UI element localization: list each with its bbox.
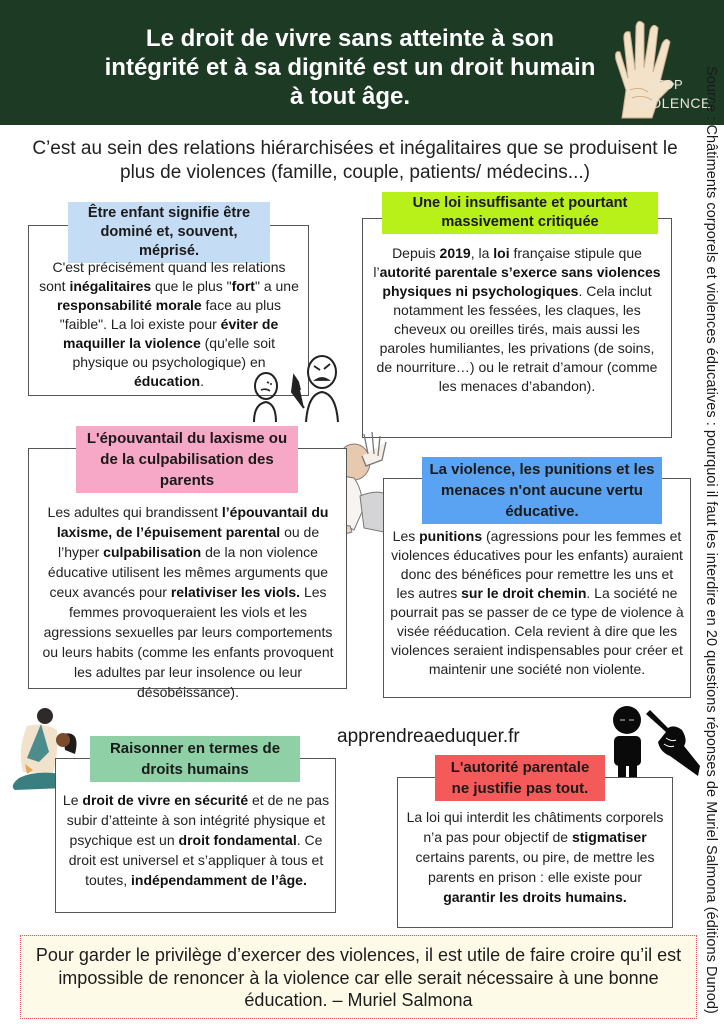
body-text: française stipule que l’ xyxy=(373,245,642,280)
emphasis-text: indépendamment de l’âge. xyxy=(131,872,307,888)
body-text: , la xyxy=(470,245,494,261)
emphasis-text: responsabilité morale xyxy=(56,297,202,313)
emphasis-text: garantir les droits humains. xyxy=(443,889,627,905)
body-text: (qu'elle soit physique ou psychologique) en xyxy=(72,335,275,370)
emphasis-text: droit fondamental xyxy=(178,832,297,848)
body-text: que le plus " xyxy=(151,278,232,294)
emphasis-text: 2019 xyxy=(439,245,471,261)
body-text: (agressions pour les femmes et violences éducatives pour les enfants) auraient donc des bénéfices pour remettre les uns et les autres xyxy=(391,528,683,601)
body-text: . xyxy=(200,373,204,389)
emphasis-text: relativiser les viols. xyxy=(170,584,301,600)
section-body-autorite-parentale xyxy=(405,807,665,907)
body-text: " a une xyxy=(254,278,299,294)
body-text: Les adultes qui brandissent xyxy=(47,504,222,520)
body-text: de la non violence éducative utilisent les mêmes arguments que ceux avancés pour xyxy=(47,544,329,600)
body-text: . Cela inclut notamment les fessées, les claques, les cheveux ou oreilles tirés, mais aussi les paroles humiliantes, les privations (de soins, de nourriture…) ou le retrait d’amour (comme les menaces d’abandon). xyxy=(376,283,658,394)
emphasis-text: culpabilisation xyxy=(103,544,202,560)
body-text: ou de l’hyper xyxy=(58,524,320,560)
section-title-droits-humains: Raisonner en termes de droits humains xyxy=(90,736,300,782)
quote-box xyxy=(20,935,697,1019)
section-body-aucune-vertu xyxy=(390,527,684,679)
body-text: C'est précisément quand les relations sont xyxy=(39,259,286,294)
body-text: . La société ne pourrait pas se passer de ce type de violence à visée rééducation. Cela revient à dire que les violences seraient indispensables pour créer et maintenir une société non violente. xyxy=(390,585,684,677)
emphasis-text: stigmatiser xyxy=(571,829,647,845)
stop-violence-logo xyxy=(608,20,711,122)
emphasis-text: sur le droit chemin xyxy=(461,585,587,601)
violence-text: VIOLENCE xyxy=(636,95,711,111)
body-text: . Ce droit est universel et s’appliquer à tous et toutes, xyxy=(68,832,324,888)
section-body-epouvantail xyxy=(36,502,340,702)
section-title-enfant-domine: Être enfant signifie être dominé et, souvent, méprisé. xyxy=(68,202,270,263)
website-link[interactable]: apprendreaeduquer.fr xyxy=(337,726,520,747)
emphasis-text: éducation xyxy=(133,373,201,389)
body-text: La loi qui interdit les châtiments corporels n’a pas pour objectif de xyxy=(406,809,664,845)
arguing-stick-figures-icon xyxy=(246,352,341,424)
section-title-loi-insuffisante: Une loi insuffisante et pourtant massivement critiquée xyxy=(382,192,658,234)
source-citation: Source : Châtiments corporels et violences éducatives : pourquoi il faut les interdire en 20 questions réponses de Muriel Salmona (éditions Dunod) xyxy=(703,66,719,1014)
emphasis-text: l’épouvantail du laxisme, de l’épuisement parental xyxy=(56,504,329,540)
body-text: Depuis xyxy=(392,245,440,261)
body-text: certains parents, ou pire, de mettre les parents en prison : elle existe pour xyxy=(415,849,655,885)
section-title-aucune-vertu: La violence, les punitions et les menaces n'ont aucune vertu éducative. xyxy=(422,457,662,524)
emphasis-text: autorité parentale s’exerce sans violences physiques ni psychologiques xyxy=(379,264,661,299)
body-text: face au plus "faible". La loi existe pour xyxy=(59,297,282,332)
body-text: et de ne pas subir d’atteinte à son intégrité physique et psychique est un xyxy=(66,792,330,848)
emphasis-text: droit de vivre en sécurité xyxy=(82,792,249,808)
intro-text: C’est au sein des relations hiérarchisées et inégalitaires que se produisent le plus de violences (famille, couple, patients/ médecins...) xyxy=(32,138,678,183)
section-title-epouvantail: L'épouvantail du laxisme ou de la culpabilisation des parents xyxy=(76,426,298,493)
emphasis-text: éviter de maquiller la violence xyxy=(63,316,279,351)
emphasis-text: loi xyxy=(493,245,510,261)
quote-text: Pour garder le privilège d’exercer des violences, il est utile de faire croire qu’il est impossible de renoncer à la violence car elle serait nécessaire à une bonne éducation. – Muriel Salmona xyxy=(35,945,682,1010)
body-text: Le xyxy=(62,792,83,808)
header-banner xyxy=(0,0,724,125)
body-text: Les femmes provoqueraient les viols et les agressions sexuelles par leurs comportements ou leurs habits (comme les enfants provoquent les adultes par leur insolence ou leur désobéissance). xyxy=(42,584,334,700)
section-title-autorite-parentale: L'autorité parentale ne justifie pas tout. xyxy=(435,755,605,801)
emphasis-text: punitions xyxy=(419,528,483,544)
stop-text: STOP xyxy=(646,77,684,92)
page-title: Le droit de vivre sans atteinte à son intégrité et à sa dignité est un droit humain à tout âge. xyxy=(104,25,596,110)
body-text: Les xyxy=(392,528,420,544)
emphasis-text: inégalitaires xyxy=(69,278,152,294)
section-body-droits-humains xyxy=(62,790,330,890)
emphasis-text: fort xyxy=(231,278,255,294)
section-body-loi-insuffisante xyxy=(370,244,664,396)
